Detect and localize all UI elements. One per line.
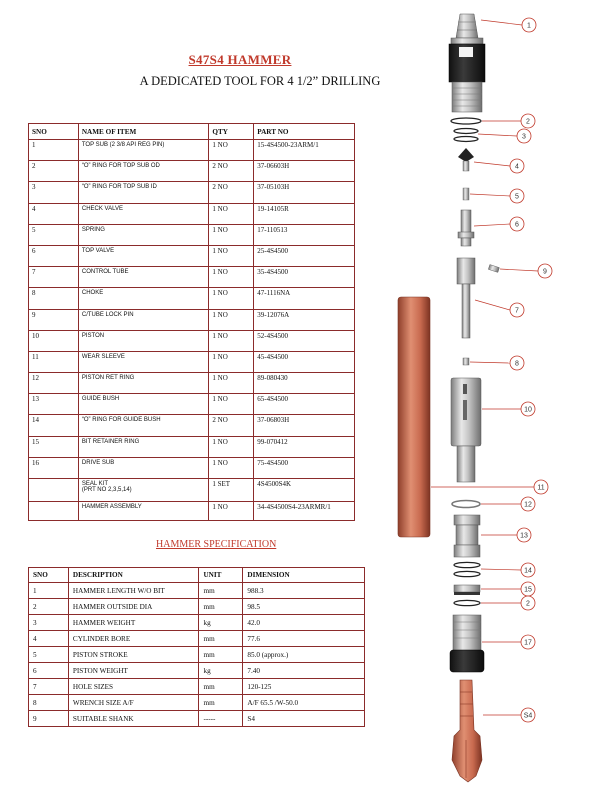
part-name: C/TUBE LOCK PIN: [78, 309, 209, 330]
table-row: [29, 245, 355, 266]
part-qty: 1 NO: [209, 203, 254, 224]
parts-table-header: [29, 124, 355, 140]
callout-label: 17: [524, 639, 532, 647]
col-name: NAME OF ITEM: [78, 124, 209, 140]
part-name: “O” RING FOR GUIDE BUSH: [78, 415, 209, 436]
part-sno: 14: [29, 415, 79, 436]
spring-part: [463, 188, 469, 200]
table-row: [29, 631, 365, 647]
piston-ret-ring-part: [452, 501, 480, 508]
part-sno: 10: [29, 330, 79, 351]
callout-label: 14: [524, 567, 532, 575]
table-row-assembly: [29, 502, 355, 521]
spec-unit: mm: [199, 679, 243, 695]
callout-label: 5: [515, 193, 519, 201]
part-sno: 11: [29, 351, 79, 372]
spec-dimension: 988.3: [243, 583, 365, 599]
part-sno: 16: [29, 457, 79, 478]
spec-description: PISTON STROKE: [68, 647, 199, 663]
spec-description: WRENCH SIZE A/F: [68, 695, 199, 711]
callout-leader: [500, 269, 538, 271]
callout-label: 13: [520, 532, 528, 540]
table-row: [29, 288, 355, 309]
part-sno: 6: [29, 245, 79, 266]
callout-leader: [474, 224, 510, 226]
o-ring-part: [454, 571, 480, 576]
table-row: [29, 711, 365, 727]
callout-label: 8: [515, 360, 519, 368]
table-row: [29, 351, 355, 372]
part-number: 34-4S4500S4-23ARMR/1: [254, 502, 355, 521]
part-name: “O” RING FOR TOP SUB ID: [78, 182, 209, 203]
part-name: CHOKE: [78, 288, 209, 309]
part-qty: 1 NO: [209, 224, 254, 245]
part-sno: 9: [29, 309, 79, 330]
part-qty: 2 NO: [209, 182, 254, 203]
spec-dimension: 85.0 (approx.): [243, 647, 365, 663]
table-row: [29, 140, 355, 161]
parts-table: [28, 123, 355, 521]
spec-sno: 2: [29, 599, 69, 615]
seal-kit-parts: (PRT NO 2,3,5,14): [81, 487, 132, 493]
part-qty: 1 NO: [209, 309, 254, 330]
callout-label: 3: [522, 133, 526, 141]
part-sno: 15: [29, 436, 79, 457]
spec-description: HOLE SIZES: [68, 679, 199, 695]
part-qty: 1 NO: [209, 267, 254, 288]
check-valve-part: [458, 148, 474, 171]
spec-unit: mm: [199, 599, 243, 615]
part-number: 37-05103H: [254, 182, 355, 203]
control-tube-part: [457, 258, 475, 338]
o-ring-part: [454, 137, 478, 142]
page-subtitle: A DEDICATED TOOL FOR 4 1/2” DRILLING: [139, 74, 381, 88]
callout-label: 2: [526, 118, 530, 126]
spec-sno: 8: [29, 695, 69, 711]
drill-bit-part: [452, 680, 482, 782]
part-name: TOP SUB (2 3/8 API REG PIN): [78, 140, 209, 161]
spec-dimension: 98.5: [243, 599, 365, 615]
spec-description: HAMMER LENGTH W/O BIT: [68, 583, 199, 599]
callout-leader: [470, 194, 510, 196]
spec-dimension: 120-125: [243, 679, 365, 695]
callout-layer: [431, 18, 552, 722]
part-name: PISTON: [78, 330, 209, 351]
table-row: [29, 457, 355, 478]
part-sno: [29, 502, 79, 521]
part-number: 25-4S4500: [254, 245, 355, 266]
part-number: 15-4S4500-23ARM/1: [254, 140, 355, 161]
spec-sno: 1: [29, 583, 69, 599]
spec-dimension: 7.40: [243, 663, 365, 679]
part-number: 19-14105R: [254, 203, 355, 224]
o-ring-part: [454, 129, 478, 134]
piston-part: [451, 378, 481, 482]
callout-label: 9: [543, 268, 547, 276]
part-number: 65-4S4500: [254, 394, 355, 415]
spec-col-sno: SNO: [29, 568, 69, 583]
o-ring-part: [454, 600, 480, 605]
part-sno: 4: [29, 203, 79, 224]
part-sno: 12: [29, 373, 79, 394]
callout-label: 4: [515, 163, 519, 171]
part-sno: 5: [29, 224, 79, 245]
part-qty: 1 NO: [209, 394, 254, 415]
wear-sleeve-part: [398, 297, 430, 537]
table-row: [29, 182, 355, 203]
spec-description: PISTON WEIGHT: [68, 663, 199, 679]
part-qty: 1 NO: [209, 457, 254, 478]
spec-description: SUITABLE SHANK: [68, 711, 199, 727]
spec-col-desc: DESCRIPTION: [68, 568, 199, 583]
part-number: 99-070412: [254, 436, 355, 457]
table-row: [29, 436, 355, 457]
callout-label: 12: [524, 501, 532, 509]
part-qty: 1 SET: [209, 479, 254, 502]
part-name: BIT RETAINER RING: [78, 436, 209, 457]
part-number: 4S4500S4K: [254, 479, 355, 502]
part-sno: 7: [29, 267, 79, 288]
spec-description: HAMMER WEIGHT: [68, 615, 199, 631]
part-name: TOP VALVE: [78, 245, 209, 266]
col-qty: QTY: [209, 124, 254, 140]
part-sno: 8: [29, 288, 79, 309]
table-row: [29, 599, 365, 615]
part-number: 45-4S4500: [254, 351, 355, 372]
bit-retainer-ring-part: [454, 585, 480, 595]
callout-leader: [481, 569, 521, 570]
col-part: PART NO: [254, 124, 355, 140]
exploded-view-diagram: [385, 5, 612, 792]
part-number: 37-06603H: [254, 161, 355, 182]
part-name: HAMMER ASSEMBLY: [78, 502, 209, 521]
part-sno: 13: [29, 394, 79, 415]
part-name: GUIDE BUSH: [78, 394, 209, 415]
part-qty: 1 NO: [209, 436, 254, 457]
table-row: [29, 415, 355, 436]
top-valve-part: [458, 210, 474, 246]
part-number: 17-110513: [254, 224, 355, 245]
table-row: [29, 309, 355, 330]
part-number: 39-12076A: [254, 309, 355, 330]
part-qty: 1 NO: [209, 502, 254, 521]
part-number: 37-06803H: [254, 415, 355, 436]
table-row: [29, 203, 355, 224]
drive-sub-part: [450, 615, 484, 672]
spec-sno: 3: [29, 615, 69, 631]
part-sno: 2: [29, 161, 79, 182]
part-name: SPRING: [78, 224, 209, 245]
spec-title: HAMMER SPECIFICATION: [156, 539, 277, 550]
table-row: [29, 330, 355, 351]
parts-table-body: [29, 140, 355, 521]
table-row: [29, 267, 355, 288]
spec-description: CYLINDER BORE: [68, 631, 199, 647]
part-number: 89-080430: [254, 373, 355, 394]
part-number: 35-4S4500: [254, 267, 355, 288]
spec-sno: 6: [29, 663, 69, 679]
callout-leader: [481, 20, 522, 25]
spec-table-header: [29, 568, 365, 583]
spec-unit: kg: [199, 663, 243, 679]
spec-sno: 7: [29, 679, 69, 695]
part-qty: 1 NO: [209, 373, 254, 394]
spec-sno: 9: [29, 711, 69, 727]
spec-unit: -----: [199, 711, 243, 727]
part-name: CONTROL TUBE: [78, 267, 209, 288]
table-row: [29, 695, 365, 711]
table-row: [29, 663, 365, 679]
table-row-seal-kit: [29, 479, 355, 502]
part-name: “O” RING FOR TOP SUB OD: [78, 161, 209, 182]
table-row: [29, 373, 355, 394]
col-sno: SNO: [29, 124, 79, 140]
spec-unit: kg: [199, 615, 243, 631]
o-ring-part: [451, 118, 481, 124]
part-qty: 1 NO: [209, 288, 254, 309]
part-qty: 1 NO: [209, 351, 254, 372]
o-ring-part: [454, 562, 480, 567]
table-row: [29, 224, 355, 245]
spec-dimension: A/F 65.5 /W-50.0: [243, 695, 365, 711]
part-number: 47-1116NA: [254, 288, 355, 309]
callout-leader: [478, 134, 517, 136]
spec-unit: mm: [199, 583, 243, 599]
callout-leader: [474, 162, 510, 166]
spec-unit: mm: [199, 695, 243, 711]
choke-part: [463, 358, 469, 365]
callout-leader: [470, 362, 510, 363]
part-qty: 2 NO: [209, 415, 254, 436]
part-name: DRIVE SUB: [78, 457, 209, 478]
callout-label: 2: [526, 600, 530, 608]
seal-kit-name: SEAL KIT: [81, 481, 108, 487]
callout-label: 11: [537, 484, 545, 492]
part-qty: 1 NO: [209, 245, 254, 266]
part-qty: 1 NO: [209, 330, 254, 351]
spec-table-body: [29, 583, 365, 727]
table-row: [29, 615, 365, 631]
callout-label: 1: [527, 22, 531, 30]
callout-leader: [475, 300, 510, 310]
table-row: [29, 583, 365, 599]
callout-label: 7: [515, 307, 519, 315]
part-number: 52-4S4500: [254, 330, 355, 351]
top-sub-part: [449, 14, 485, 112]
part-name: [78, 479, 209, 502]
spec-sno: 5: [29, 647, 69, 663]
spec-description: HAMMER OUTSIDE DIA: [68, 599, 199, 615]
table-row: [29, 161, 355, 182]
callout-label: S4: [523, 712, 533, 720]
part-name: PISTON RET RING: [78, 373, 209, 394]
callout-label: 15: [524, 586, 532, 594]
spec-unit: mm: [199, 647, 243, 663]
part-sno: [29, 479, 79, 502]
table-row: [29, 394, 355, 415]
part-sno: 3: [29, 182, 79, 203]
callout-label: 10: [524, 406, 532, 414]
spec-sno: 4: [29, 631, 69, 647]
page-title: S47S4 HAMMER: [188, 52, 292, 67]
spec-dimension: 42.0: [243, 615, 365, 631]
part-number: 75-4S4500: [254, 457, 355, 478]
part-name: CHECK VALVE: [78, 203, 209, 224]
spec-dimension: S4: [243, 711, 365, 727]
spec-col-unit: UNIT: [199, 568, 243, 583]
spec-unit: mm: [199, 631, 243, 647]
part-qty: 1 NO: [209, 140, 254, 161]
part-sno: 1: [29, 140, 79, 161]
spec-dimension: 77.6: [243, 631, 365, 647]
part-name: WEAR SLEEVE: [78, 351, 209, 372]
spec-table: [28, 567, 365, 727]
spec-col-dim: DIMENSION: [243, 568, 365, 583]
guide-bush-part: [454, 515, 480, 557]
part-qty: 2 NO: [209, 161, 254, 182]
callout-label: 6: [515, 221, 519, 229]
lock-pin-part: [488, 265, 499, 273]
table-row: [29, 679, 365, 695]
table-row: [29, 647, 365, 663]
